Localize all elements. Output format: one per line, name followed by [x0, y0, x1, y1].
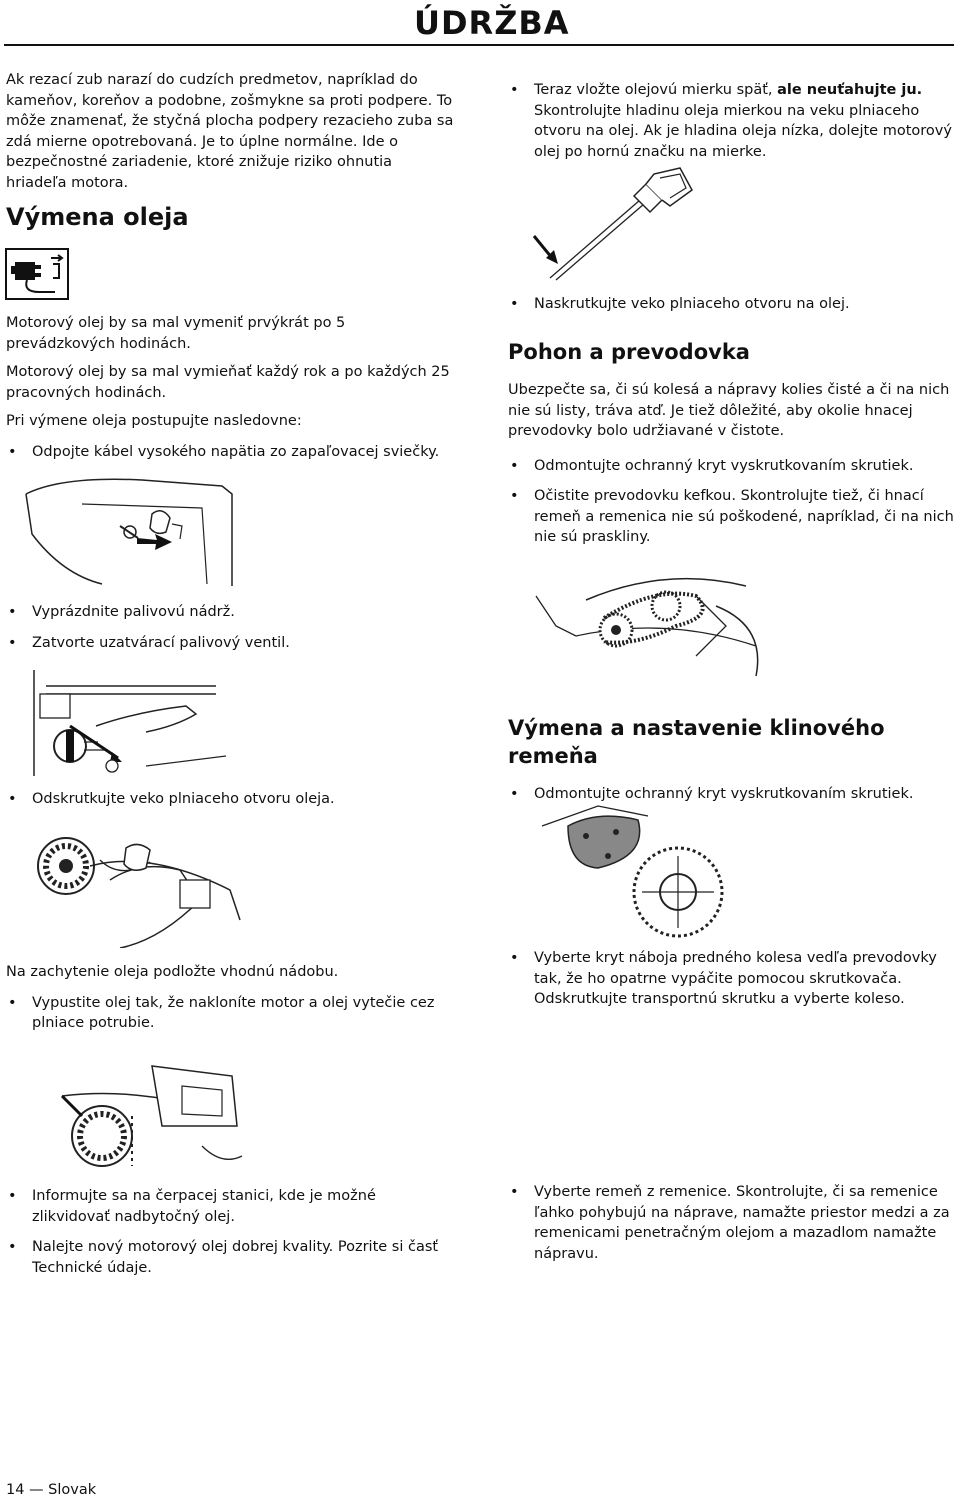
list-item-new-oil: • Nalejte nový motorový olej dobrej kvality. Pozrite si časť Technické údaje. — [6, 1237, 456, 1278]
remove-belt-block — [508, 1182, 956, 1264]
drain-steps-block — [6, 962, 456, 1034]
left-intro-block — [6, 70, 456, 193]
list-item-screw-cap: • Naskrutkujte veko plniaceho otvoru na olej. — [508, 294, 956, 315]
list-item-close-valve: • Zatvorte uzatvárací palivový ventil. — [6, 633, 456, 654]
oil-intro-block — [6, 313, 456, 462]
belt-heading: Výmena a nastavenie klinového remeňa — [508, 716, 885, 768]
list-item-hub-cover: • Vyberte kryt náboja predného kolesa vedľa prevodovky tak, že ho opatrne vypáčite pomocou skrutkovača. Odskrutkujte transportnú skrutku a vyberte koleso. — [508, 948, 956, 1010]
footer-language: Slovak — [48, 1482, 97, 1498]
oil-procedure-intro: Pri výmene oleja postupujte nasledovne: — [6, 413, 302, 429]
list-item-remove-guard-2: • Odmontujte ochranný kryt vyskrutkovaním skrutiek. — [508, 784, 956, 805]
list-item-remove-belt: • Vyberte remeň z remenice. Skontrolujte, či sa remenice ľahko pohybujú na náprave, namažte priestor medzi a za remenicami penetračným olejom a mazadlom namažte nápravu. — [508, 1182, 956, 1264]
unscrew-cap-block — [6, 789, 456, 810]
unscrew-cap-illustration — [30, 820, 250, 948]
fuel-steps-block — [6, 602, 456, 653]
footer-dash: — — [29, 1482, 44, 1498]
header-rule — [4, 44, 954, 46]
oil-section-heading-wrap — [6, 202, 456, 232]
belt-drive-illustration — [516, 556, 776, 688]
list-item-unscrew-cap: • Odskrutkujte veko plniaceho otvoru oleja. — [6, 789, 456, 810]
final-oil-steps-block — [6, 1186, 456, 1278]
drain-oil-illustration — [32, 1056, 252, 1176]
intro-paragraph: Ak rezací zub narazí do cudzích predmetov, napríklad do kameňov, koreňov a podobne, zošmykne sa proti podpere. To môže znamenať, že styčná plocha podpery rezacieho zuba sa zdá mierne opotrebovaná. Je to úplne normálne. Ide o bezpečnostné zariadenie, ktoré znižuje riziko ohnutia hriadeľa motora. — [6, 72, 454, 191]
container-paragraph: Na zachytenie oleja podložte vhodnú nádobu. — [6, 964, 339, 980]
oil-yearly-change: Motorový olej by sa mal vymieňať každý rok a po každých 25 pracovných hodinách. — [6, 364, 450, 401]
maintenance-symbol-icon — [5, 248, 69, 300]
list-item-dipstick — [508, 80, 956, 162]
list-item-remove-guard: • Odmontujte ochranný kryt vyskrutkovaním skrutiek. — [508, 456, 956, 477]
dipstick-text: Teraz vložte olejovú mierku späť, — [534, 82, 778, 98]
dipstick-illustration — [530, 160, 700, 282]
oil-first-change: Motorový olej by sa mal vymeniť prvýkrát po 5 prevádzkových hodinách. — [6, 315, 346, 352]
page-title: ÚDRŽBA — [414, 4, 570, 42]
drive-heading: Pohon a prevodovka — [508, 340, 750, 364]
drive-section — [508, 338, 956, 548]
dipstick-block — [508, 80, 956, 162]
wheel-guard-illustration — [538, 796, 728, 942]
list-item-disconnect: • Odpojte kábel vysokého napätia zo zapaľovacej sviečky. — [6, 442, 456, 463]
hub-cover-block — [508, 948, 956, 1010]
fuel-valve-illustration — [26, 666, 226, 778]
oil-change-heading: Výmena oleja — [6, 203, 189, 231]
list-item-station: • Informujte sa na čerpacej stanici, kde je možné zlikvidovať nadbytočný olej. — [6, 1186, 456, 1227]
list-item-empty-tank: • Vyprázdnite palivovú nádrž. — [6, 602, 456, 623]
drive-paragraph: Ubezpečte sa, či sú kolesá a nápravy kolies čisté a či na nich nie sú listy, tráva atď. Je tiež dôležité, aby okolie hnacej prevodovky bolo udržiavané v čistote. — [508, 382, 950, 439]
dipstick-warning: ale neuťahujte ju. — [777, 82, 923, 98]
spark-plug-illustration — [22, 474, 242, 589]
list-item-drain: • Vypustite olej tak, že nakloníte motor a olej vytečie cez plniace potrubie. — [6, 993, 456, 1034]
page-footer — [6, 1482, 96, 1498]
list-item-clean-gear: • Očistite prevodovku kefkou. Skontrolujte tiež, či hnací remeň a remenica nie sú poškodené, napríklad, či na nich nie sú praskliny. — [508, 486, 956, 548]
dipstick-rest-text: Skontrolujte hladinu oleja mierkou na veku plniaceho otvoru na olej. Ak je hladina oleja nízka, dolejte motorový olej po hornú značku na mierke. — [534, 102, 952, 160]
screw-cap-block — [508, 294, 956, 315]
belt-section — [508, 714, 956, 805]
page-number: 14 — [6, 1482, 25, 1498]
